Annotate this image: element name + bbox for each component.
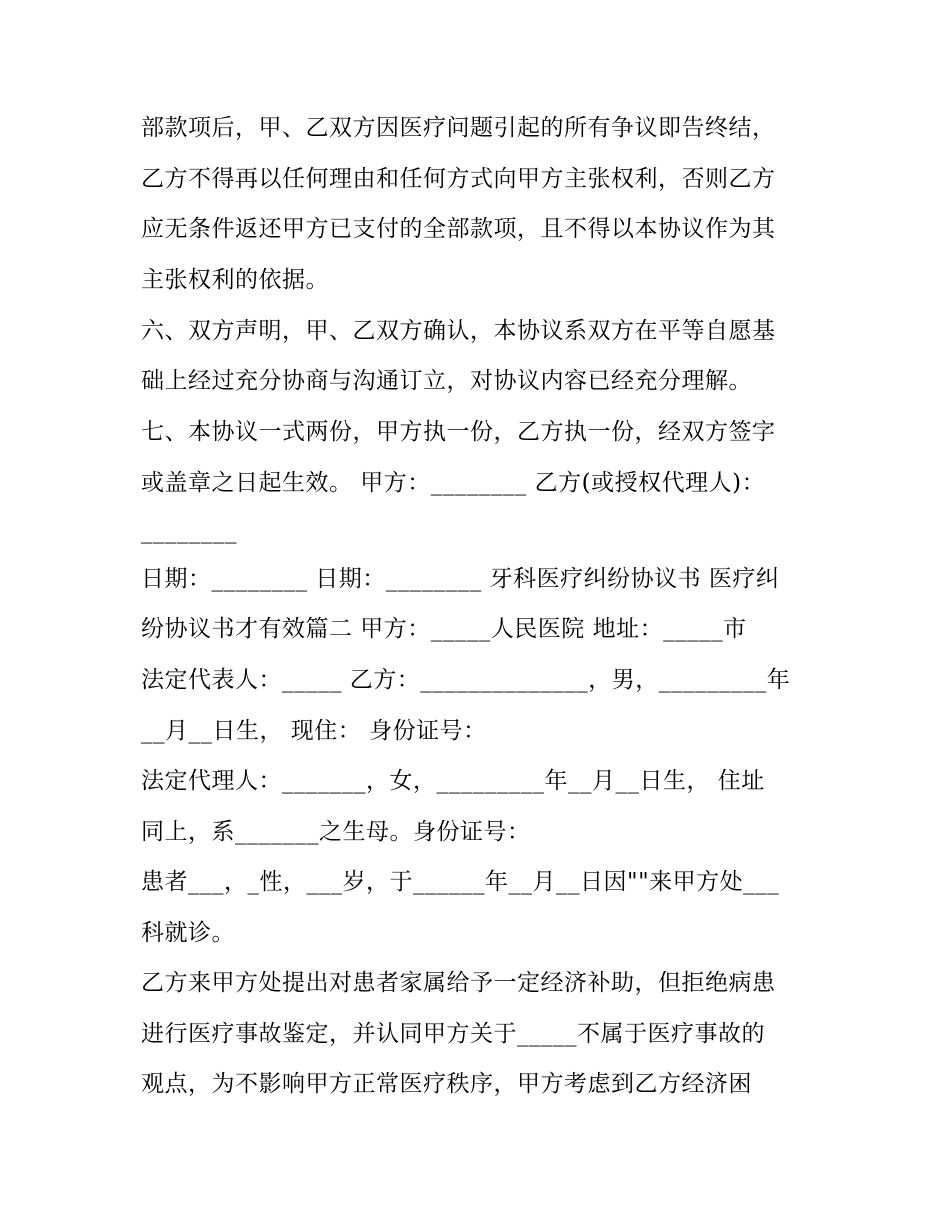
text-line: 主张权利的依据。 [141,267,329,293]
text-line: 应无条件返还甲方已支付的全部款项，且不得以本协议作为其 [141,216,776,242]
text-line: 础上经过充分协商与沟通订立，对协议内容已经充分理解。 [141,368,752,394]
text-line: 六、双方声明，甲、乙双方确认，本协议系双方在平等自愿基 [141,318,776,344]
text-line: 观点，为不影响甲方正常医疗秩序，甲方考虑到乙方经济困 [141,1071,752,1097]
text-line: 乙方不得再以任何理由和任何方式向甲方主张权利，否则乙方 [141,166,776,192]
text-line: 日期：________ 日期：________ 牙科医疗纠纷协议书 医疗纠 [141,566,780,592]
text-line: 七、本协议一式两份，甲方执一份，乙方执一份，经双方签字 [141,419,776,445]
text-line: 同上，系_______之生母。身份证号： [141,819,531,845]
text-line: 乙方来甲方处提出对患者家属给予一定经济补助，但拒绝病患 [141,970,776,996]
text-line: 科就诊。 [141,920,235,946]
text-line: 法定代理人：_______，女，_________年__月__日生， 住址 [141,768,765,794]
text-line: 法定代表人：_____ 乙方：______________，男，_________年 [141,667,791,693]
text-line: 纷协议书才有效篇二 甲方：_____人民医院 地址：_____市 [141,616,747,642]
text-line: ________ [141,518,237,544]
text-line: 或盖章之日起生效。 甲方：________ 乙方(或授权代理人)： [141,470,766,496]
text-line: 部款项后，甲、乙双方因医疗问题引起的所有争议即告终结， [141,115,776,141]
text-line: 患者___，_性，___岁，于______年__月__日因""来甲方处___ [141,869,780,895]
text-line: 进行医疗事故鉴定，并认同甲方关于_____不属于医疗事故的 [141,1021,765,1047]
text-line: __月__日生， 现住： 身份证号： [141,718,487,744]
